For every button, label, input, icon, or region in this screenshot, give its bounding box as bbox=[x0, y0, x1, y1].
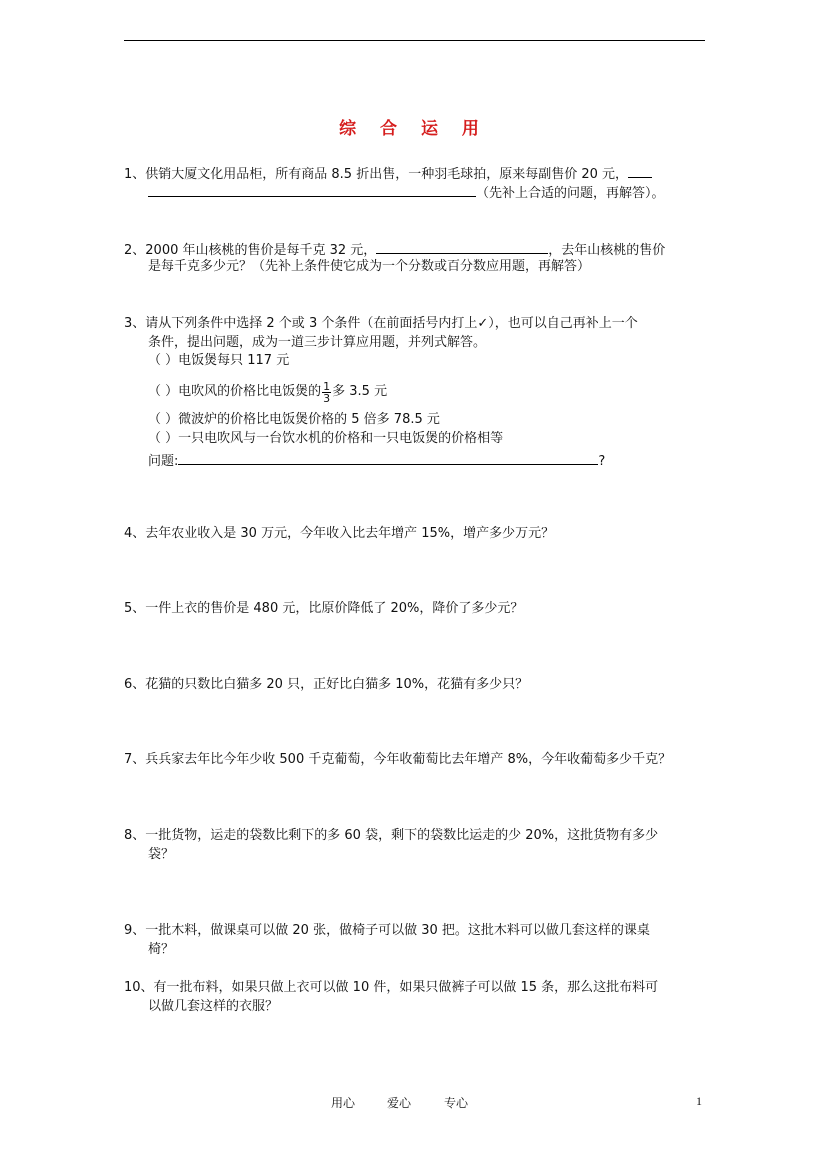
fraction-numerator: 1 bbox=[323, 379, 331, 393]
q9-line1: 9、一批木料，做课桌可以做 20 张，做椅子可以做 30 把。这批木料可以做几套这样的课桌 bbox=[124, 923, 650, 938]
q3-option-2 bbox=[148, 374, 387, 410]
page-title: 综 合 运 用 bbox=[339, 119, 488, 139]
q3-question-line bbox=[148, 450, 605, 471]
q3-question-mark: ? bbox=[598, 454, 606, 469]
q9-line2: 椅？ bbox=[148, 942, 175, 957]
header-rule bbox=[124, 40, 705, 41]
q2-line2: 是每千克多少元？（先补上条件使它成为一个分数或百分数应用题，再解答） bbox=[148, 259, 591, 274]
q2-text-tail: ，去年山核桃的售价 bbox=[548, 243, 666, 258]
q3-option-3: （ ）微波炉的价格比电饭煲价格的 5 倍多 78.5 元 bbox=[148, 412, 440, 427]
q1-text: 1、供销大厦文化用品柜，所有商品 8.5 折出售，一种羽毛球拍，原来每副售价 20 元， bbox=[124, 167, 629, 182]
q1-line1 bbox=[124, 163, 652, 184]
page-number: 1 bbox=[696, 1094, 702, 1108]
footer-word-2: 爱心 bbox=[387, 1096, 412, 1110]
q3-question-blank bbox=[178, 450, 598, 465]
q3-option-1: （ ）电饭煲每只 117 元 bbox=[148, 353, 290, 368]
q3-line2: 条件，提出问题，成为一道三步计算应用题，并列式解答。 bbox=[148, 335, 487, 350]
q6-text: 6、花猫的只数比白猫多 20 只，正好比白猫多 10%，花猫有多少只？ bbox=[124, 677, 529, 692]
q3-line1: 3、请从下列条件中选择 2 个或 3 个条件（在前面括号内打上✓），也可以自己再补上一个 bbox=[124, 316, 638, 331]
q8-line2: 袋？ bbox=[148, 847, 175, 862]
q1-instruction: （先补上合适的问题，再解答）。 bbox=[476, 186, 665, 201]
q7-text: 7、兵兵家去年比今年少收 500 千克葡萄，今年收葡萄比去年增产 8%，今年收葡萄多少千克？ bbox=[124, 752, 672, 767]
q1-line2 bbox=[148, 182, 665, 203]
q2-blank bbox=[376, 239, 548, 254]
q10-line2: 以做几套这样的衣服？ bbox=[148, 999, 279, 1014]
q4-text: 4、去年农业收入是 30 万元，今年收入比去年增产 15%，增产多少万元？ bbox=[124, 526, 555, 541]
q3-option-4: （ ）一只电吹风与一台饮水机的价格和一只电饭煲的价格相等 bbox=[148, 431, 504, 446]
q3-option-2-tail: 多 3.5 元 bbox=[332, 384, 388, 399]
q8-line1: 8、一批货物，运走的袋数比剩下的多 60 袋，剩下的袋数比运走的少 20%，这批货物有多少 bbox=[124, 828, 659, 843]
footer-word-3: 专心 bbox=[444, 1096, 469, 1110]
q1-blank-b bbox=[148, 182, 476, 197]
q2-line1 bbox=[124, 239, 665, 260]
footer-word-1: 用心 bbox=[331, 1096, 356, 1110]
q5-text: 5、一件上衣的售价是 480 元，比原价降低了 20%，降价了多少元？ bbox=[124, 601, 524, 616]
fraction-one-third bbox=[322, 381, 331, 404]
q2-text-head: 2、2000 年山核桃的售价是每千克 32 元， bbox=[124, 243, 377, 258]
fraction-denominator: 3 bbox=[323, 391, 331, 405]
q1-blank-a bbox=[628, 163, 652, 178]
q3-option-2-head: （ ）电吹风的价格比电饭煲的 bbox=[148, 384, 322, 399]
q3-question-label: 问题: bbox=[148, 454, 179, 469]
q10-line1: 10、有一批布料，如果只做上衣可以做 10 件，如果只做裤子可以做 15 条，那么这批布料可 bbox=[124, 980, 659, 995]
